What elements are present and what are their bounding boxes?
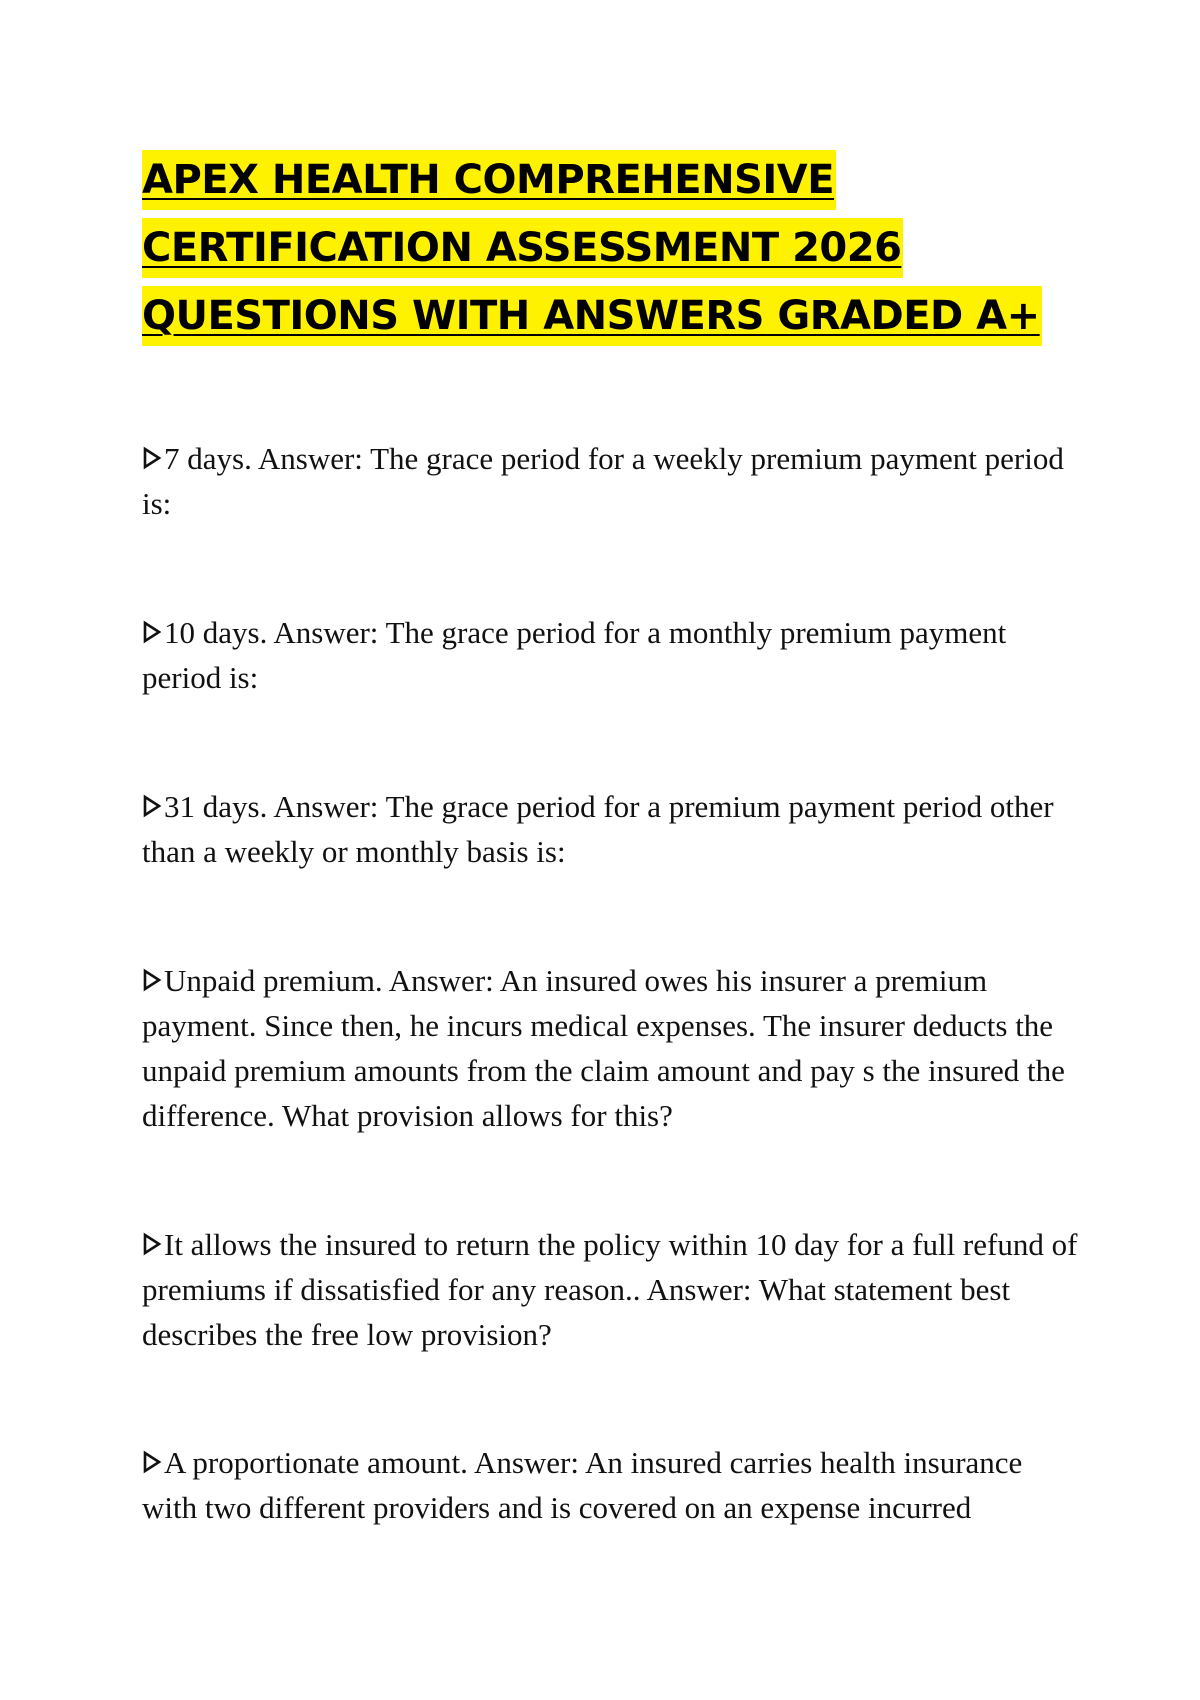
qa-item-text: It allows the insured to return the policy within 10 day for a full refund of premiums if dissatisfied for any reason.. Answer: What statement best describes the free low provision?: [142, 1227, 1078, 1352]
qa-item: [142, 784, 1082, 874]
qa-item-text: A proportionate amount. Answer: An insured carries health insurance with two different providers and is covered on an expense incurred: [142, 1445, 1023, 1525]
title-line-2: CERTIFICATION ASSESSMENT 2026: [142, 218, 903, 278]
qa-item-text: 7 days. Answer: The grace period for a weekly premium payment period is:: [142, 441, 1064, 521]
qa-item: [142, 1222, 1082, 1357]
qa-item: [142, 610, 1082, 700]
right-arrow-icon: [142, 1450, 162, 1474]
right-arrow-icon: [142, 620, 162, 644]
qa-item-text: 31 days. Answer: The grace period for a premium payment period other than a weekly or monthly basis is:: [142, 789, 1054, 869]
right-arrow-icon: [142, 794, 162, 818]
title-line-3: QUESTIONS WITH ANSWERS GRADED A+: [142, 286, 1042, 346]
qa-item-text: Unpaid premium. Answer: An insured owes his insurer a premium payment. Since then, he incurs medical expenses. The insurer deducts the unpaid premium amounts from the claim amount and pay s the insured the difference. What provision allows for this?: [142, 963, 1065, 1133]
right-arrow-icon: [142, 446, 162, 470]
title-line-1: APEX HEALTH COMPREHENSIVE: [142, 150, 836, 210]
qa-item: [142, 1440, 1082, 1530]
right-arrow-icon: [142, 1232, 162, 1256]
qa-item: [142, 436, 1082, 526]
qa-item-text: 10 days. Answer: The grace period for a monthly premium payment period is:: [142, 615, 1007, 695]
document-title: [142, 150, 1082, 354]
qa-item: [142, 958, 1082, 1138]
right-arrow-icon: [142, 968, 162, 992]
